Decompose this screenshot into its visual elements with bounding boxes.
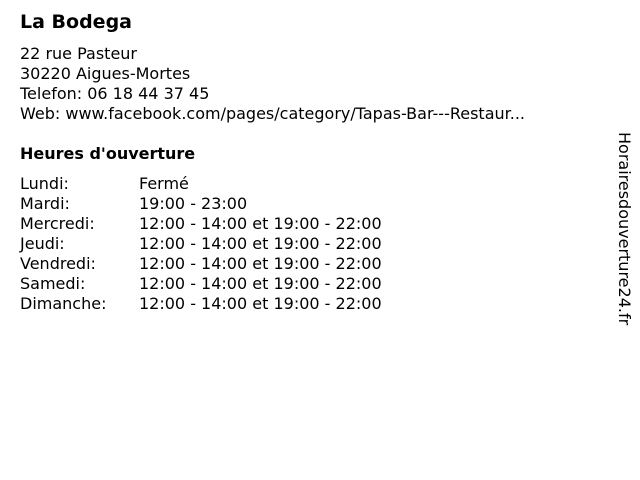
- opening-hours-heading: Heures d'ouverture: [20, 144, 196, 163]
- site-watermark: Horairesdouverture24.fr: [615, 132, 634, 326]
- phone-line: Telefon: 06 18 44 37 45: [20, 84, 210, 103]
- hours-row-saturday: [20, 274, 382, 294]
- day-hours: 12:00 - 14:00 et 19:00 - 22:00: [139, 294, 382, 313]
- hours-row-friday: [20, 254, 382, 274]
- day-label: Samedi:: [20, 274, 86, 293]
- web-line: Web: www.facebook.com/pages/category/Tapas-Bar---Restaur...: [20, 104, 525, 123]
- day-label: Jeudi:: [20, 234, 65, 253]
- hours-row-sunday: [20, 294, 382, 314]
- day-label: Mercredi:: [20, 214, 95, 233]
- day-hours: 19:00 - 23:00: [139, 194, 248, 213]
- opening-hours-table: [20, 174, 382, 314]
- day-hours: 12:00 - 14:00 et 19:00 - 22:00: [139, 214, 382, 233]
- day-label: Mardi:: [20, 194, 70, 213]
- day-hours: 12:00 - 14:00 et 19:00 - 22:00: [139, 254, 382, 273]
- day-hours: 12:00 - 14:00 et 19:00 - 22:00: [139, 274, 382, 293]
- hours-row-tuesday: [20, 194, 382, 214]
- hours-row-monday: [20, 174, 382, 194]
- hours-row-thursday: [20, 234, 382, 254]
- day-label: Vendredi:: [20, 254, 96, 273]
- day-hours: Fermé: [139, 174, 189, 193]
- hours-row-wednesday: [20, 214, 382, 234]
- address-block: [20, 44, 525, 124]
- city-line: 30220 Aigues-Mortes: [20, 64, 191, 83]
- street-address: 22 rue Pasteur: [20, 44, 137, 63]
- business-name: La Bodega: [20, 11, 132, 33]
- day-label: Dimanche:: [20, 294, 107, 313]
- day-label: Lundi:: [20, 174, 69, 193]
- day-hours: 12:00 - 14:00 et 19:00 - 22:00: [139, 234, 382, 253]
